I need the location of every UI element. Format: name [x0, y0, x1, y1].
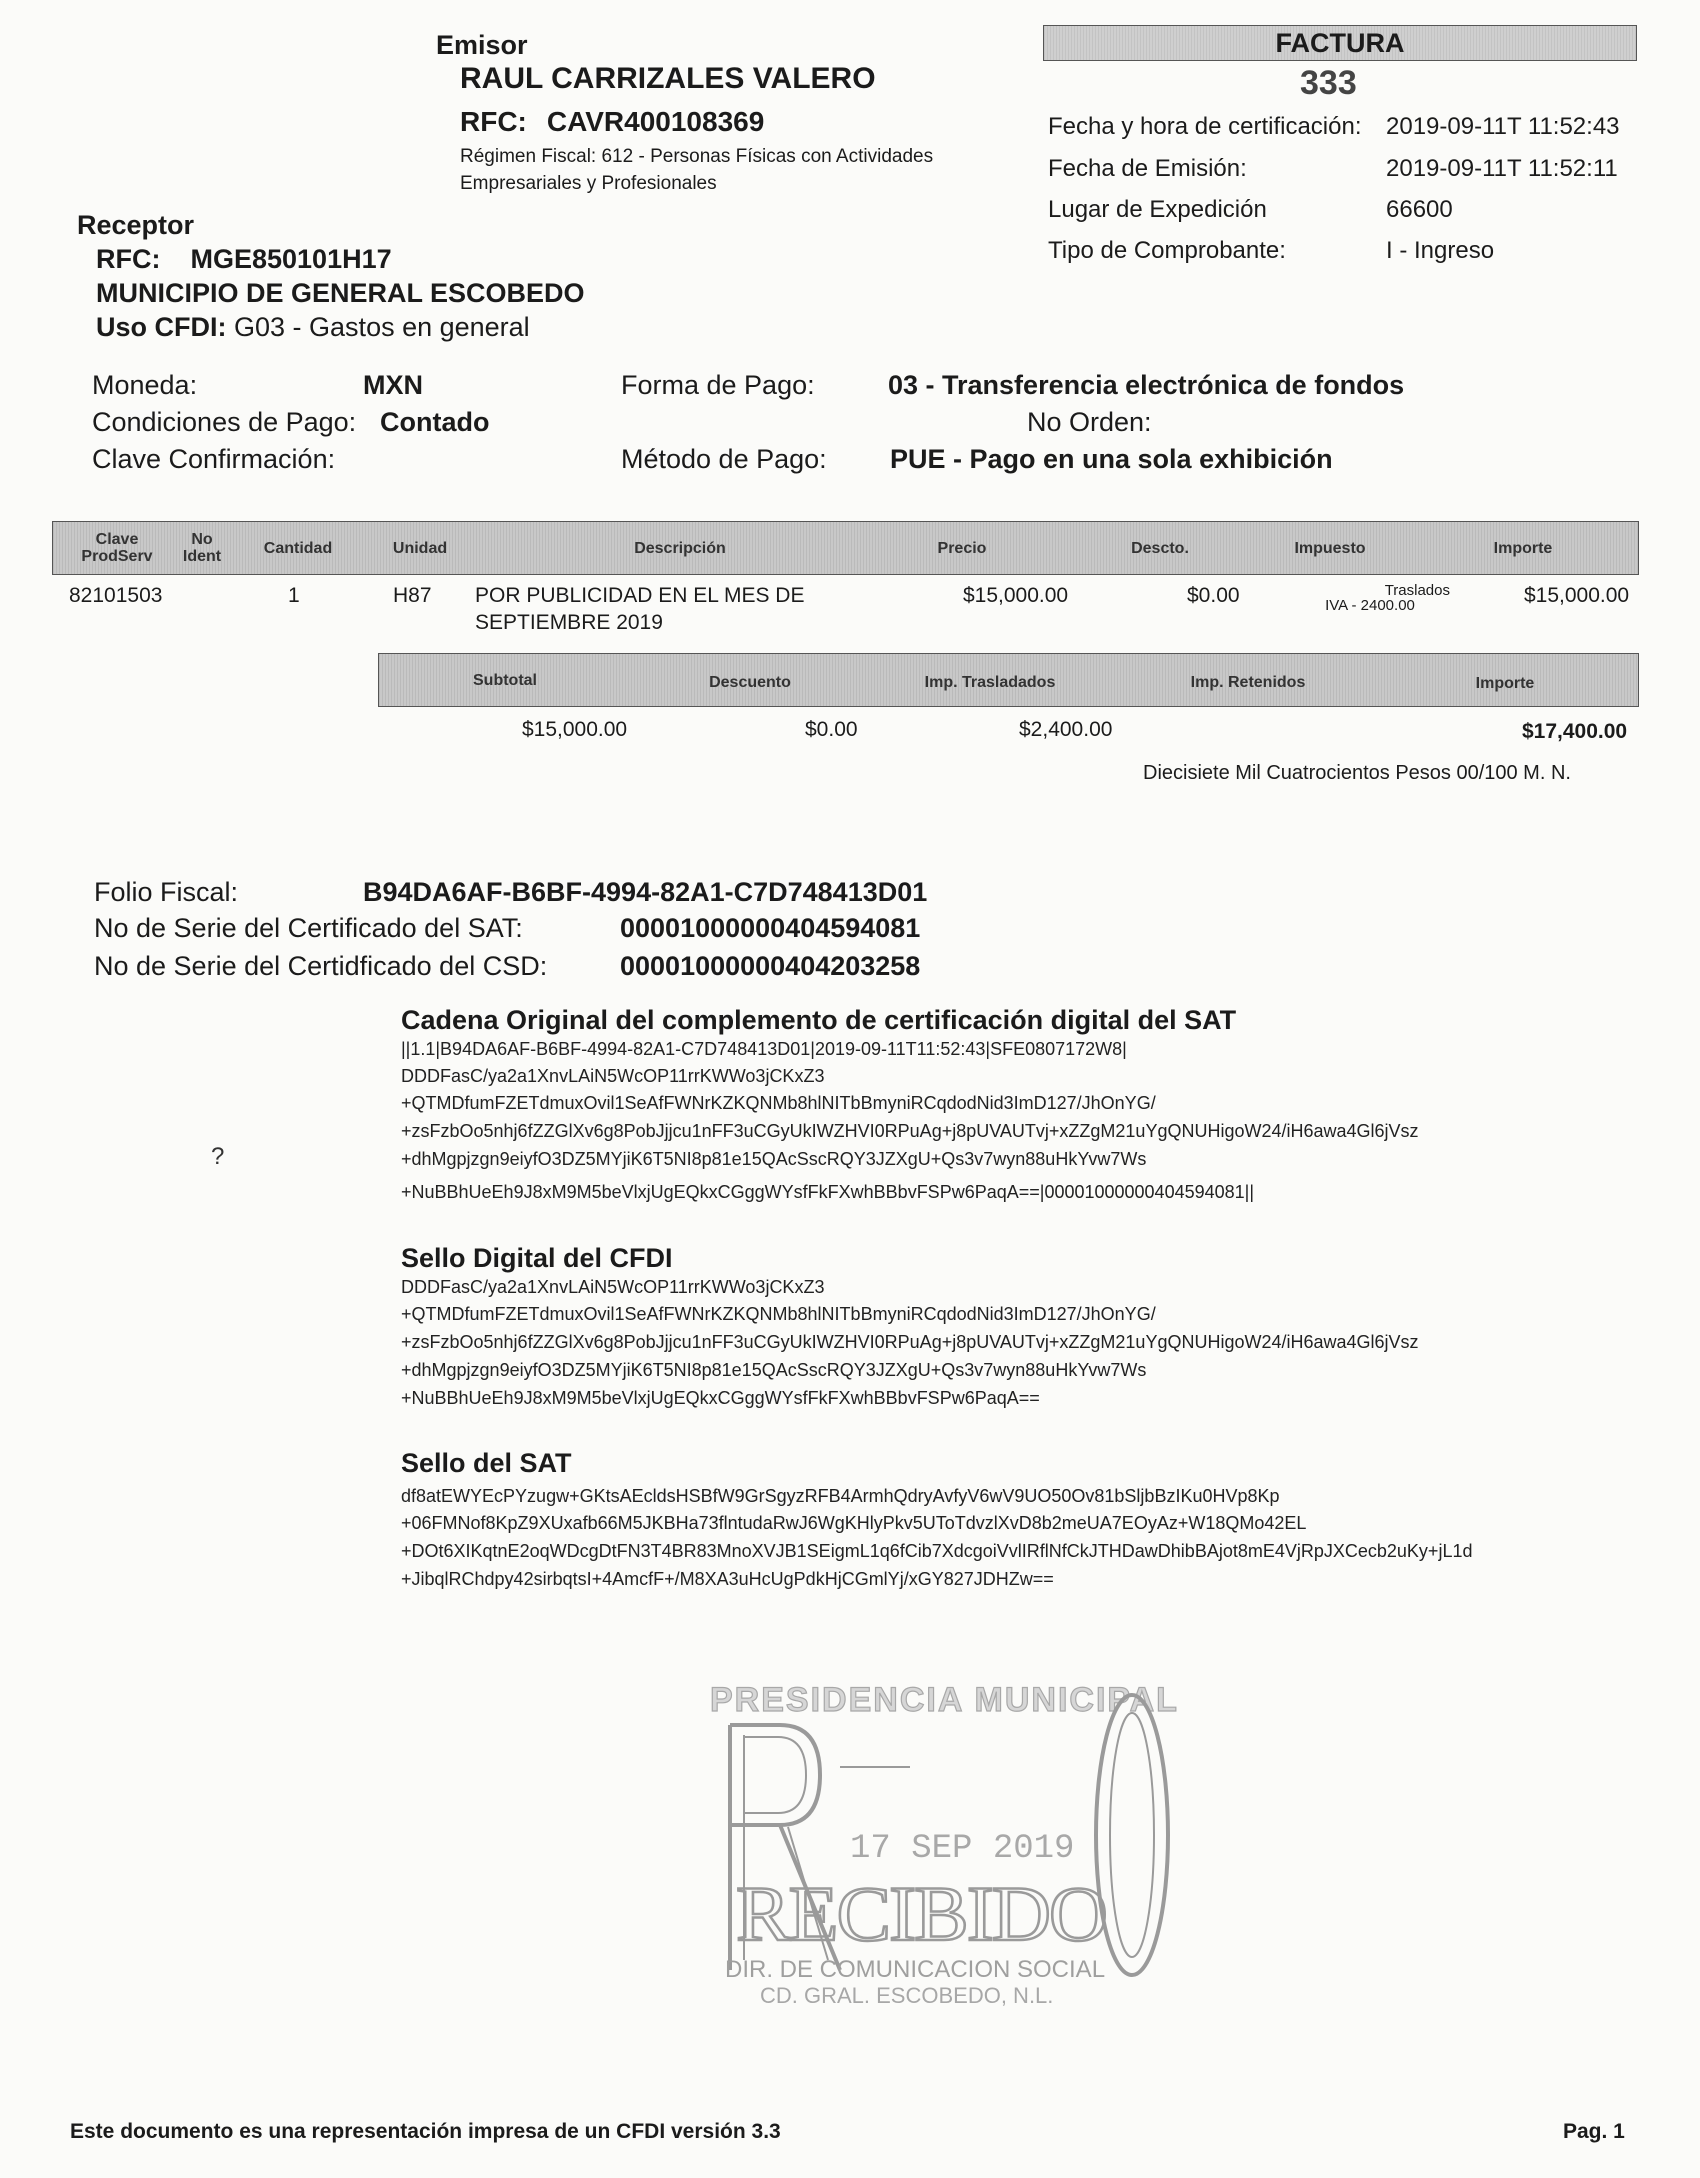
sello-cfdi-line: +dhMgpjzgn9eiyfO3DZ5MYjiK6T5NI8p81e15QAcSscRQY3JZXgU+Qs3v7wyn88uHkYvw7Ws: [401, 1360, 1147, 1380]
serie-csd-label: No de Serie del Certidficado del CSD:: [94, 951, 548, 981]
emisor-regimen: Régimen Fiscal: 612 - Personas Físicas con Actividades Empresariales y Profesionales: [460, 146, 934, 194]
meta-value-lugar: 66600: [1386, 196, 1453, 223]
header-importe: Importe: [1493, 540, 1553, 557]
header-clave: Clave ProdServ: [81, 531, 153, 565]
emisor-label: Emisor: [436, 30, 528, 60]
meta-value-emision: 2019-09-11T 11:52:11: [1386, 155, 1618, 182]
totals-trasladados: $2,400.00: [1019, 718, 1113, 741]
folio-label: Folio Fiscal:: [94, 877, 239, 907]
condiciones-value: Contado: [380, 407, 490, 437]
page-number: Pag. 1: [1563, 2120, 1625, 2143]
row-impuesto-1: Traslados: [1384, 582, 1450, 599]
row-impuesto-2: IVA - 2400.00: [1325, 597, 1415, 614]
factura-number: 333: [1300, 64, 1357, 102]
header-noident: No Ident: [182, 531, 222, 565]
emisor-rfc-label: RFC:: [460, 106, 527, 137]
row-unidad: H87: [393, 584, 432, 607]
sello-sat-line: df8atEWYEcPYzugw+GKtsAEcldsHSBfW9GrSgyzRFB4ArmhQdryAvfyV6wV9UO50Ov81bSljbBzIKu0HVp8Kp: [401, 1486, 1280, 1506]
totals-header-descuento: Descuento: [709, 674, 791, 691]
footer-note: Este documento es una representación impresa de un CFDI versión 3.3: [70, 2120, 781, 2143]
serie-csd-value: 00001000000404203258: [620, 951, 921, 981]
stamp-top-text: PRESIDENCIA MUNICIPAL: [710, 1681, 1179, 1719]
cadena-line: +NuBBhUeEh9J8xM9M5beVlxjUgEQkxCGggWYsfFkFXwhBBbvFSPw6PaqA==|00001000000404594081||: [401, 1182, 1255, 1202]
recibido-stamp: [700, 1665, 1200, 2025]
row-importe: $15,000.00: [1524, 584, 1630, 607]
stamp-date: 17 SEP 2019: [850, 1830, 1075, 1868]
sello-sat-line: +DOt6XIKqtnE2oqWDcgDtFN3T4BR83MnoXVJB1SEigmL1q6fCib7XdcgoiVvlIRflNfCkJTHDawDhibBAjot8mE4VjRpJXCecb2uKy+jL1d: [401, 1541, 1473, 1561]
receptor-rfc: [96, 244, 392, 275]
cadena-line: ||1.1|B94DA6AF-B6BF-4994-82A1-C7D748413D01|2019-09-11T11:52:43|SFE0807172W8|: [401, 1039, 1127, 1059]
emisor-rfc-value: CAVR400108369: [546, 106, 765, 137]
header-unidad: Unidad: [392, 540, 448, 557]
totals-header-trasladados: Imp. Trasladados: [924, 674, 1056, 691]
sello-sat-title: Sello del SAT: [401, 1448, 572, 1478]
cadena-line: DDDFasC/ya2a1XnvLAiN5WcOP11rrKWWo3jCKxZ3: [401, 1066, 825, 1086]
header-impuesto: Impuesto: [1294, 540, 1366, 557]
sello-cfdi-line: DDDFasC/ya2a1XnvLAiN5WcOP11rrKWWo3jCKxZ3: [401, 1277, 825, 1297]
stamp-dept: DIR. DE COMUNICACION SOCIAL: [725, 1956, 1106, 1983]
meta-label-tipo: Tipo de Comprobante:: [1048, 237, 1286, 264]
cadena-line: +QTMDfumFZETdmuxOvil1SeAfFWNrKZKQNMb8hlNITbBmyniRCqdodNid3ImD127/JhOnYG/: [401, 1093, 1156, 1113]
cadena-line: +dhMgpjzgn9eiyfO3DZ5MYjiK6T5NI8p81e15QAcSscRQY3JZXgU+Qs3v7wyn88uHkYvw7Ws: [401, 1149, 1147, 1169]
moneda-label: Moneda:: [92, 370, 198, 400]
header-descripcion: Descripción: [634, 540, 726, 557]
receptor-uso: [96, 312, 530, 343]
stray-question-mark: ?: [211, 1143, 225, 1170]
forma-pago-label: Forma de Pago:: [621, 370, 815, 400]
header-descto: Descto.: [1131, 540, 1189, 557]
meta-label-certificacion: Fecha y hora de certificación:: [1048, 113, 1362, 140]
sello-cfdi-title: Sello Digital del CFDI: [401, 1243, 673, 1273]
factura-title: FACTURA: [1043, 25, 1637, 61]
forma-pago-value: 03 - Transferencia electrónica de fondos: [888, 370, 1405, 400]
cadena-line: +zsFzbOo5nhj6fZZGlXv6g8PobJjjcu1nFF3uCGyUkIWZHVI0RPuAg+j8pUVAUTvj+xZZgM21uYgQNUHigoW24/iH6awa4Gl6jVsz: [401, 1121, 1419, 1141]
row-descripcion-1: POR PUBLICIDAD EN EL MES DE: [475, 584, 805, 607]
totals-header-importe: Importe: [1475, 675, 1535, 692]
header-cantidad: Cantidad: [263, 540, 333, 557]
receptor-name: MUNICIPIO DE GENERAL ESCOBEDO: [96, 278, 585, 308]
totals-subtotal: $15,000.00: [522, 718, 628, 741]
sello-sat-line: +JibqlRChdpy42sirbqtsI+4AmcfF+/M8XA3uHcUgPdkHjCGmlYj/xGY827JDHZw==: [401, 1569, 1054, 1589]
emisor-name: RAUL CARRIZALES VALERO: [460, 62, 876, 95]
moneda-value: MXN: [363, 370, 423, 400]
header-precio: Precio: [937, 540, 987, 557]
meta-value-certificacion: 2019-09-11T 11:52:43: [1386, 113, 1620, 140]
row-descto: $0.00: [1187, 584, 1240, 607]
total-en-letra: Diecisiete Mil Cuatrocientos Pesos 00/100 M. N.: [1143, 762, 1571, 784]
row-clave: 82101503: [69, 584, 163, 607]
receptor-label: Receptor: [77, 210, 195, 240]
metodo-pago-value: PUE - Pago en una sola exhibición: [890, 444, 1333, 474]
folio-value: B94DA6AF-B6BF-4994-82A1-C7D748413D01: [363, 877, 928, 907]
serie-sat-value: 00001000000404594081: [620, 913, 921, 943]
stamp-city: CD. GRAL. ESCOBEDO, N.L.: [760, 1983, 1054, 2008]
receptor-rfc-label: RFC:: [96, 244, 161, 274]
sello-cfdi-line: +NuBBhUeEh9J8xM9M5beVlxjUgEQkxCGggWYsfFkFXwhBBbvFSPw6PaqA==: [401, 1388, 1040, 1408]
row-cantidad: 1: [288, 584, 300, 607]
emisor-rfc: [460, 106, 764, 138]
sello-sat-line: +06FMNof8KpZ9XUxafb66M5JKBHa73flntudaRwJ6WgKHlyPkv5UToTdvzlXvD8b2meUA7EOyAz+W18QMo42EL: [401, 1513, 1307, 1533]
sello-cfdi-line: +QTMDfumFZETdmuxOvil1SeAfFWNrKZKQNMb8hlNITbBmyniRCqdodNid3ImD127/JhOnYG/: [401, 1304, 1156, 1324]
receptor-rfc-value: MGE850101H17: [190, 244, 392, 274]
metodo-pago-label: Método de Pago:: [621, 444, 827, 474]
row-descripcion-2: SEPTIEMBRE 2019: [475, 611, 663, 634]
meta-label-lugar: Lugar de Expedición: [1048, 196, 1267, 223]
condiciones-label: Condiciones de Pago:: [92, 407, 357, 437]
row-precio: $15,000.00: [963, 584, 1069, 607]
cadena-title: Cadena Original del complemento de certificación digital del SAT: [401, 1005, 1237, 1035]
meta-label-emision: Fecha de Emisión:: [1048, 155, 1247, 182]
clave-confirmacion-label: Clave Confirmación:: [92, 444, 336, 474]
totals-descuento: $0.00: [805, 718, 858, 741]
serie-sat-label: No de Serie del Certificado del SAT:: [94, 913, 523, 943]
stamp-big-text: RECIBIDO: [736, 1870, 1106, 1957]
sello-cfdi-line: +zsFzbOo5nhj6fZZGlXv6g8PobJjjcu1nFF3uCGyUkIWZHVI0RPuAg+j8pUVAUTvj+xZZgM21uYgQNUHigoW24/iH6awa4Gl6jVsz: [401, 1332, 1419, 1352]
uso-label: Uso CFDI:: [96, 312, 227, 342]
totals-header-retenidos: Imp. Retenidos: [1190, 674, 1306, 691]
meta-value-tipo: I - Ingreso: [1386, 237, 1495, 264]
totals-header-subtotal: Subtotal: [473, 672, 537, 689]
no-orden-label: No Orden:: [1027, 407, 1152, 437]
totals-importe: $17,400.00: [1522, 720, 1628, 743]
uso-value: G03 - Gastos en general: [234, 312, 530, 342]
